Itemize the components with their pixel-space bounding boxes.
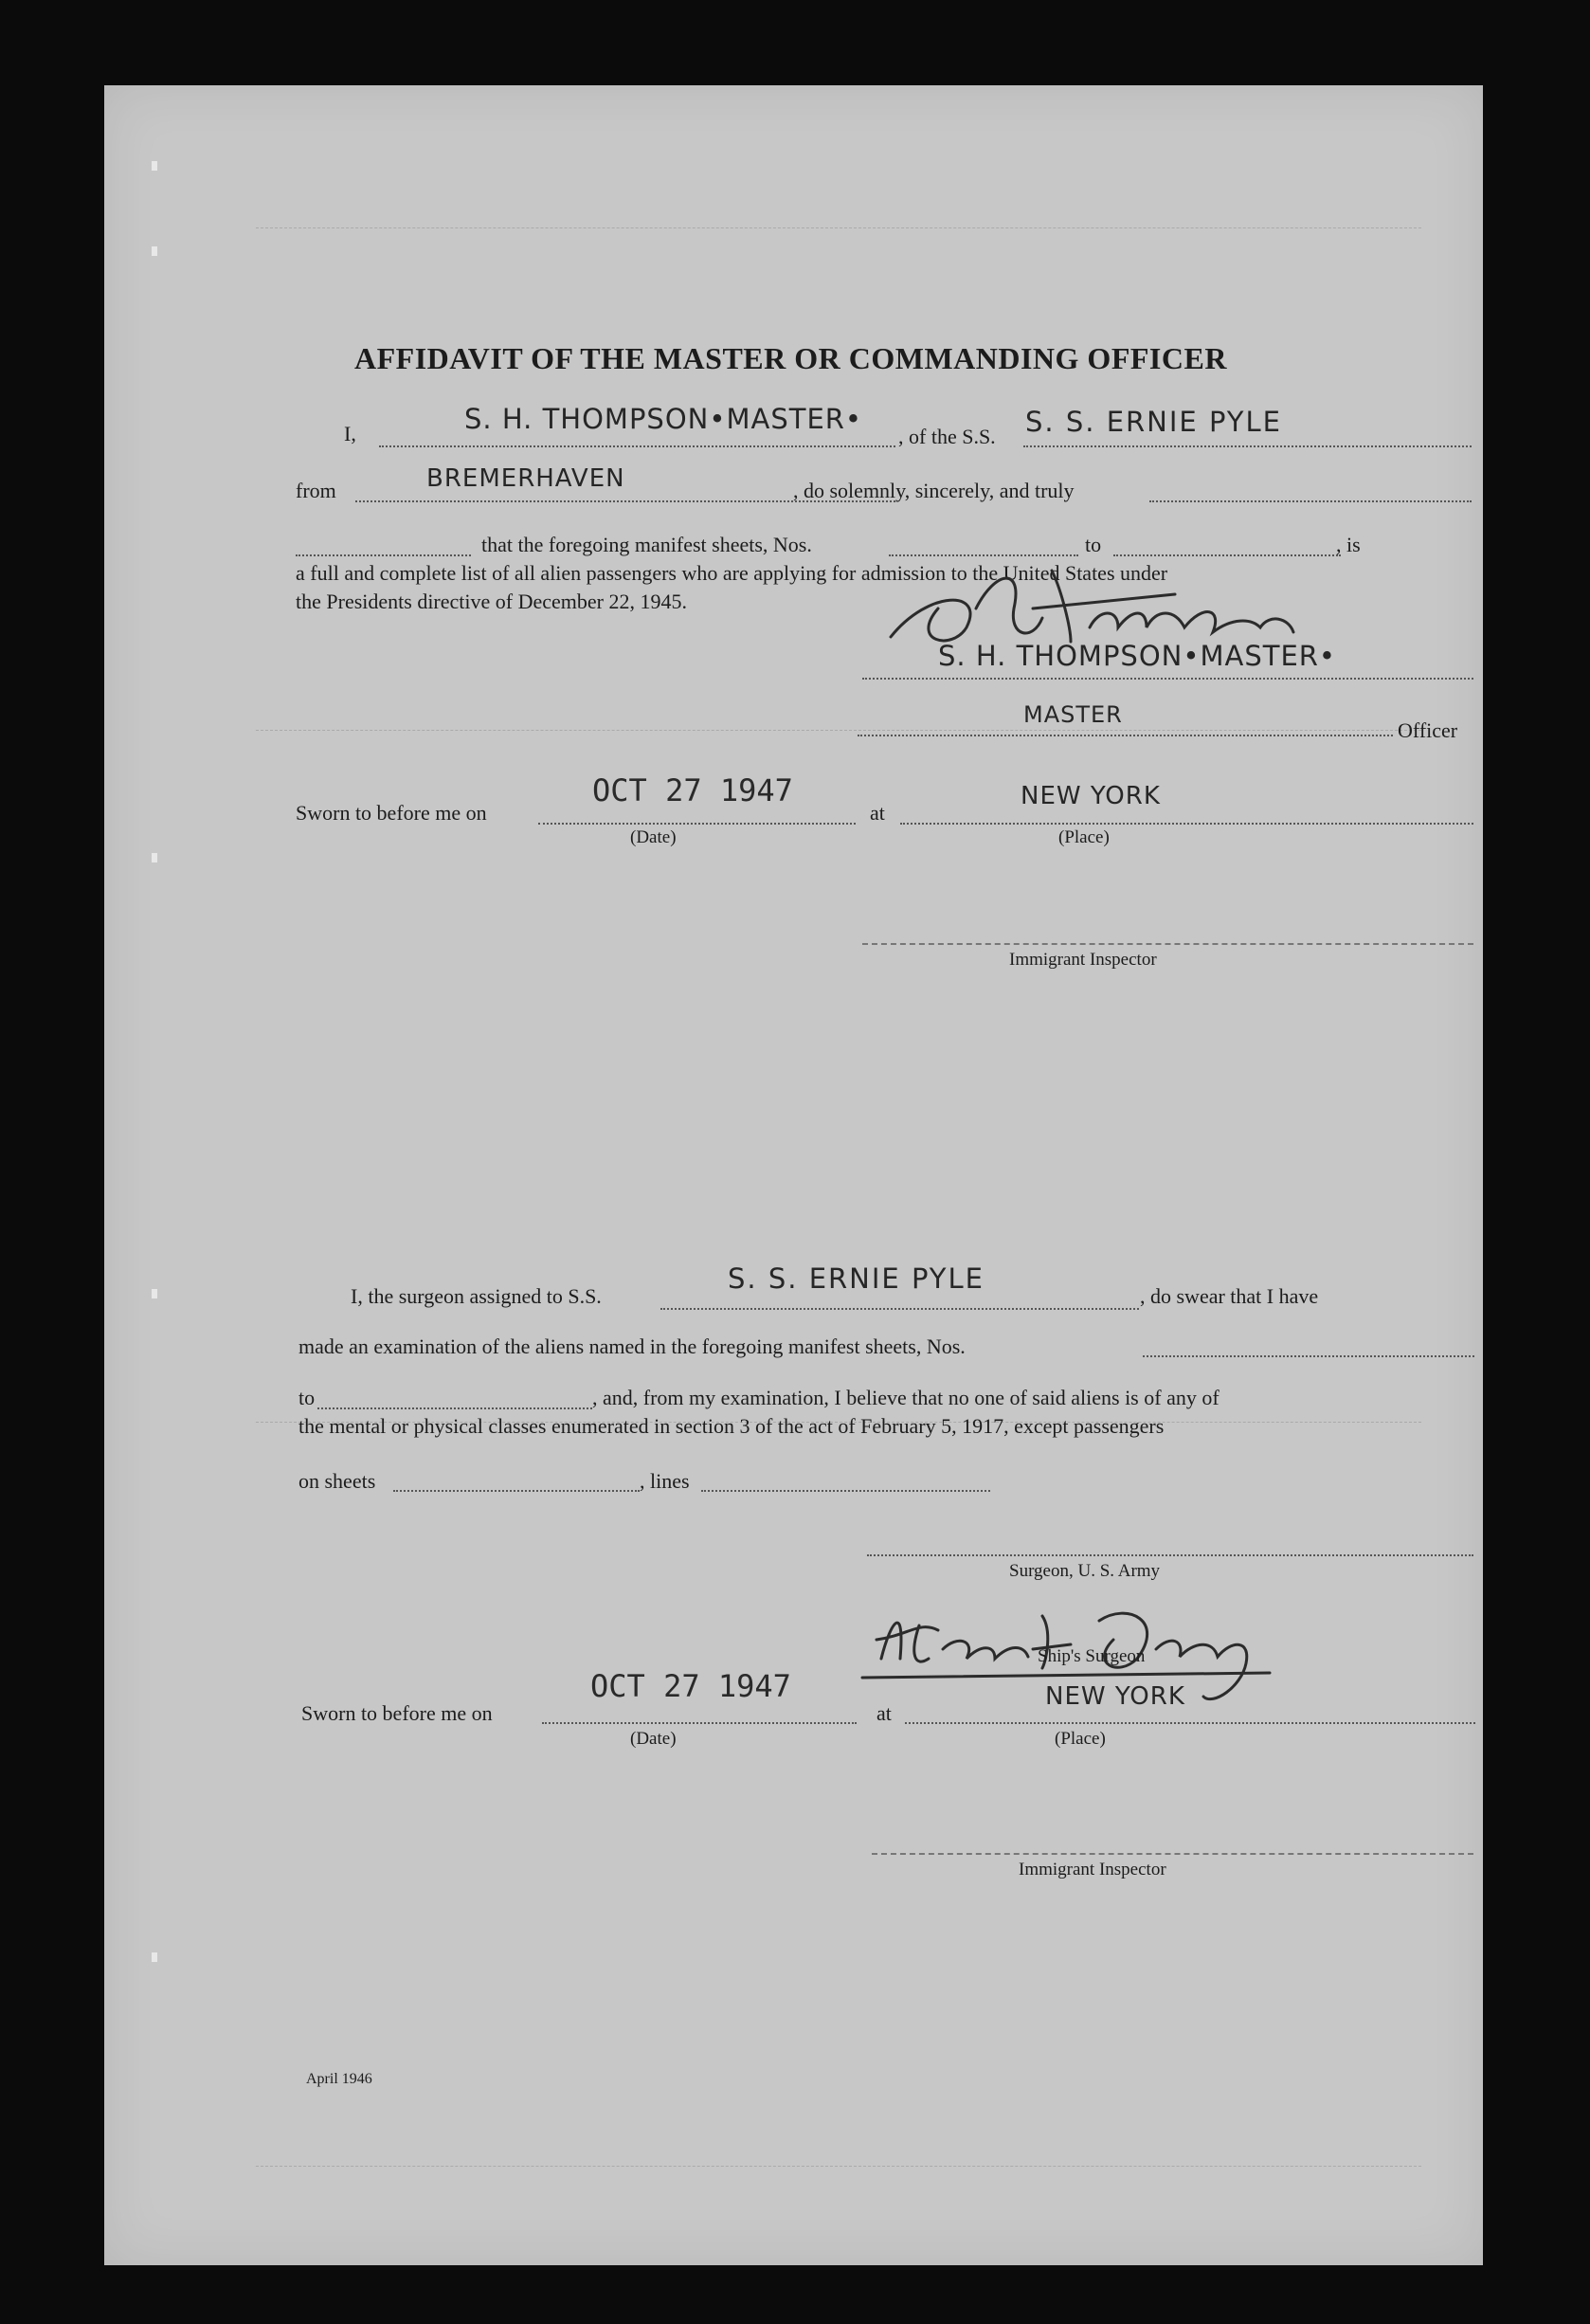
date-caption: (Date)	[630, 827, 677, 847]
inspector-label: Immigrant Inspector	[1009, 950, 1157, 970]
signature-line	[862, 678, 1473, 680]
sworn-label: Sworn to before me on	[296, 801, 487, 825]
i-label: I,	[344, 422, 356, 445]
on-sheets-label: on sheets	[298, 1469, 376, 1493]
ship-name: S. S. ERNIE PYLE	[1025, 406, 1282, 438]
binder-mark	[152, 1289, 157, 1298]
ship-name-line	[1023, 445, 1472, 447]
at-label: at	[870, 801, 885, 825]
place-name: NEW YORK	[1021, 782, 1161, 810]
signature-name: S. H. THOMPSON•MASTER•	[938, 640, 1337, 672]
solemnly-line	[1149, 500, 1472, 502]
to-label: to	[1085, 533, 1102, 556]
ships-surgeon-label: Ship's Surgeon	[1038, 1646, 1146, 1666]
place-caption: (Place)	[1058, 827, 1110, 847]
surgeon-date-line	[542, 1722, 857, 1724]
surgeon-intro: I, the surgeon assigned to S.S.	[351, 1284, 602, 1308]
army-line	[867, 1554, 1473, 1556]
sworn-date-line	[538, 823, 856, 825]
surgeon-nos-line	[1143, 1355, 1474, 1357]
surgeon-to-label: to	[298, 1386, 316, 1409]
inspector-line	[862, 943, 1473, 945]
surgeon-sworn-label: Sworn to before me on	[301, 1701, 493, 1725]
surgeon-date-caption: (Date)	[630, 1729, 677, 1749]
faint-rule	[256, 730, 1421, 731]
form-date: April 1946	[306, 2071, 372, 2087]
surgeon-line-2: made an examination of the aliens named in the foregoing manifest sheets, Nos.	[298, 1334, 966, 1358]
of-the-ss-label: , of the S.S.	[898, 425, 996, 448]
page-title: AFFIDAVIT OF THE MASTER OR COMMANDING OFFICER	[354, 341, 1227, 375]
binder-mark	[152, 246, 157, 256]
oath-line	[296, 554, 471, 556]
master-name-line	[379, 445, 895, 447]
surgeon-date-stamp: OCT 27 1947	[590, 1668, 791, 1704]
faint-rule	[256, 227, 1421, 228]
army-surgeon-label: Surgeon, U. S. Army	[1009, 1561, 1161, 1581]
surgeon-place-caption: (Place)	[1055, 1729, 1106, 1749]
place-line	[900, 823, 1473, 825]
surgeon-ship-line	[660, 1308, 1139, 1310]
binder-mark	[152, 853, 157, 862]
surgeon-line-3: , and, from my examination, I believe that no one of said aliens is of any of	[592, 1386, 1220, 1409]
surgeon-at-label: at	[876, 1701, 892, 1725]
surgeon-to-line	[317, 1407, 592, 1409]
officer-label: Officer	[1398, 718, 1458, 742]
solemnly-text: , do solemnly, sincerely, and truly	[793, 479, 1075, 502]
surgeon-place-name: NEW YORK	[1045, 1682, 1185, 1711]
from-label: from	[296, 479, 336, 502]
lines-label: , lines	[640, 1469, 690, 1493]
body-line-1: a full and complete list of all alien passengers who are applying for admission to the United States under	[296, 561, 1168, 585]
foregoing-text: that the foregoing manifest sheets, Nos.	[481, 533, 812, 556]
surgeon-inspector-line	[872, 1853, 1473, 1855]
officer-title: MASTER	[1023, 701, 1123, 728]
date-stamp: OCT 27 1947	[592, 772, 793, 808]
lines-line	[701, 1490, 990, 1492]
is-label: , is	[1336, 533, 1361, 556]
officer-line	[858, 735, 1393, 736]
master-name: S. H. THOMPSON•MASTER•	[464, 403, 863, 435]
surgeon-inspector-label: Immigrant Inspector	[1019, 1860, 1166, 1879]
surgeon-place-line	[905, 1722, 1475, 1724]
binder-mark	[152, 1952, 157, 1962]
sheets-line	[393, 1490, 640, 1492]
faint-rule	[256, 2166, 1421, 2167]
port-name: BREMERHAVEN	[426, 464, 625, 493]
binder-mark	[152, 161, 157, 171]
swear-text: , do swear that I have	[1140, 1284, 1319, 1308]
body-line-2: the Presidents directive of December 22, 1945.	[296, 590, 687, 613]
surgeon-ship-name: S. S. ERNIE PYLE	[728, 1262, 985, 1295]
surgeon-line-4: the mental or physical classes enumerated in section 3 of the act of February 5, 1917, except passengers	[298, 1414, 1165, 1438]
document-page	[104, 85, 1483, 2265]
